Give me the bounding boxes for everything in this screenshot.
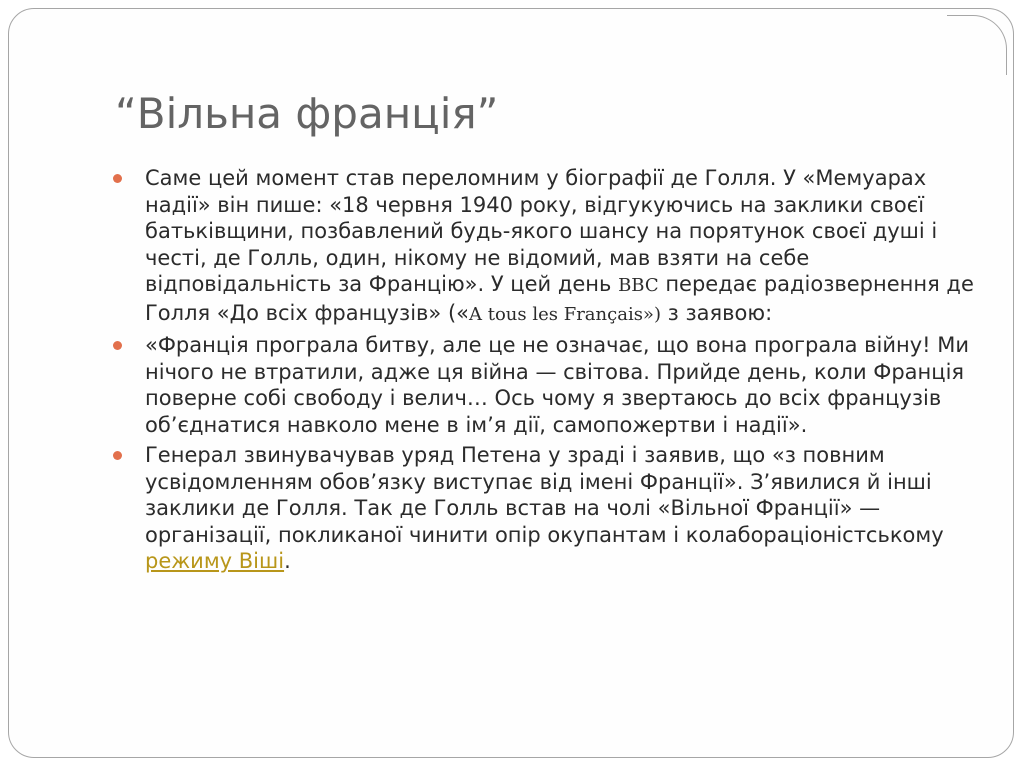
bullet-dot-icon [113, 341, 122, 350]
bullet-dot-icon [113, 174, 122, 183]
bullet-1-text: Саме цей момент став переломним у біографії де Голля. У «Мемуарах надії» він пише: «18 червня 1940 року, відгукуючись на заклики своєї батьківщини, позбавлений будь-якого шансу на порятунок своєї душі і честі, де Голль, один, нікому не відомий, мав взяти на себе відповідальність за Францію». У цей день [145, 166, 938, 296]
bullet-item-2 [113, 332, 978, 438]
bullet-1-text-continued: передає радіозвернення де Голля «До всіх французів» (« [145, 272, 974, 325]
slide-title: “Вільна франція” [115, 89, 499, 138]
bullet-item-1 [113, 165, 978, 328]
corner-fold-decoration [947, 15, 1007, 75]
bullet-3-end: . [284, 549, 291, 573]
bullet-list [113, 165, 978, 579]
bullet-1-text-end: з заявою: [667, 300, 773, 325]
vichy-regime-link[interactable]: режиму Віші [145, 549, 285, 573]
bullet-item-3 [113, 442, 978, 575]
bullet-dot-icon [113, 451, 122, 460]
bullet-2-text: «Франція програла битву, але це не означає, що вона програла війну! Ми нічого не втратили, адже ця війна — світова. Прийде день, коли Франція поверне собі свободу і велич… Ось чому я звертаюсь до всіх французів об’єднатися навколо мене в ім’я дії, самопожертви і надії». [145, 333, 970, 437]
bullet-1-bbc: BBC [618, 275, 659, 296]
bullet-3-text: Генерал звинувачував уряд Петена у зраді і заявив, що «з повним усвідомленням обов’язку виступає від імені Франції». З’явилися й інші заклики де Голля. Так де Голль встав на чолі «Вільної Франції» — організації, покликаної чинити опір окупантам і колабораціоністському [145, 443, 944, 547]
bullet-1-french-title: A tous les Français») [469, 303, 661, 325]
